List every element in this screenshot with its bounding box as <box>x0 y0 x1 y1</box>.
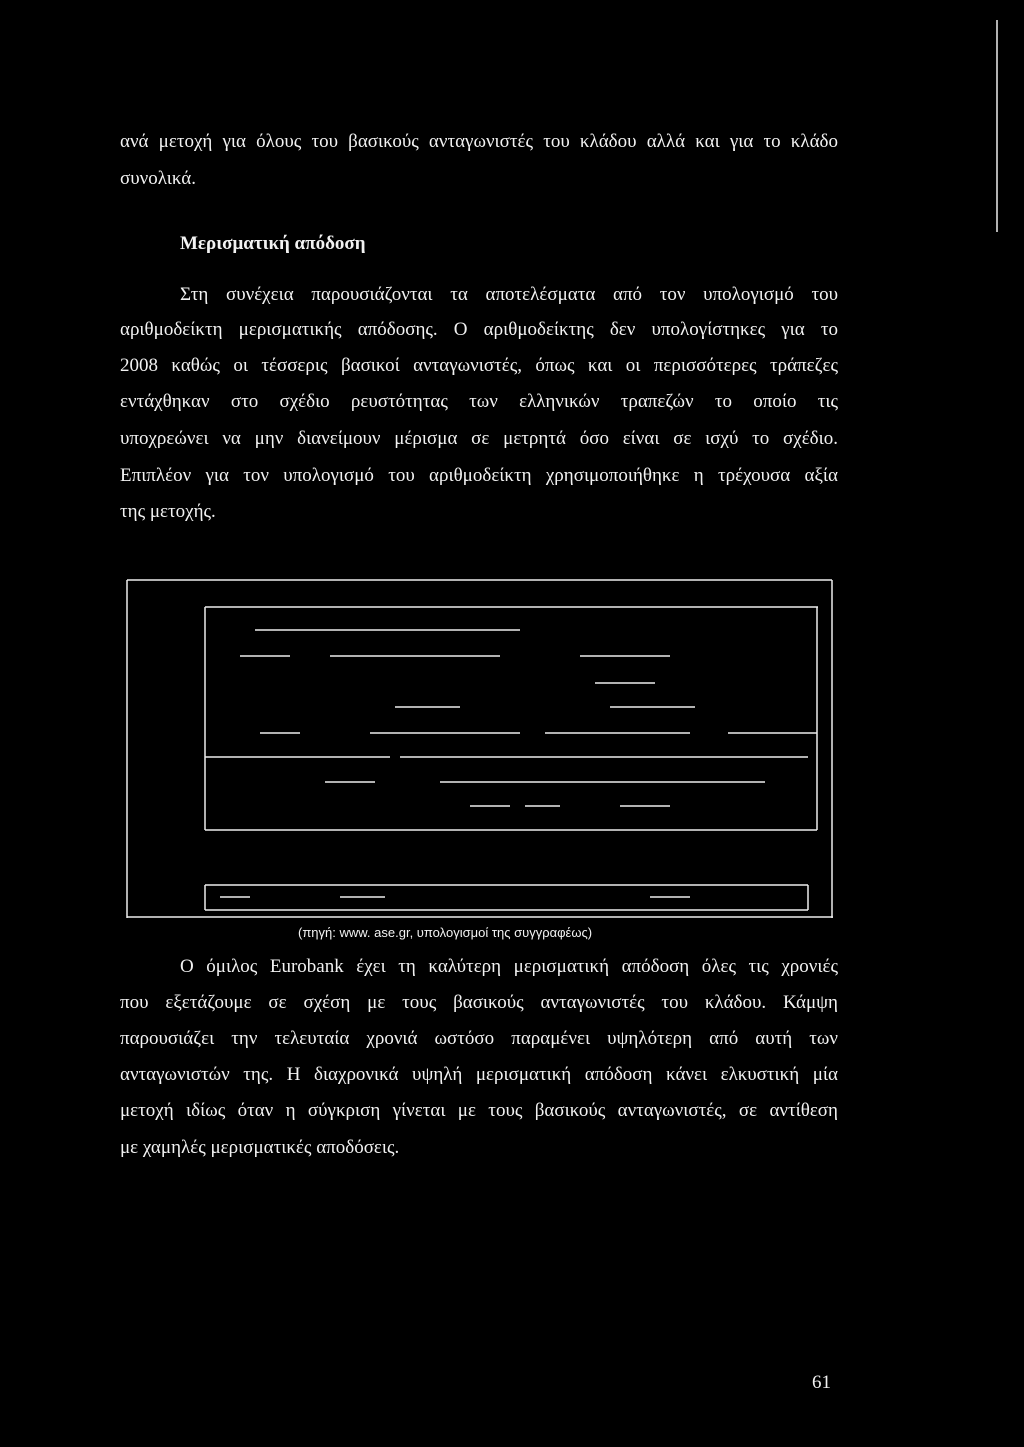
figure-caption: (πηγή: www. ase.gr, υπολογισμοί της συγγραφέως) <box>298 925 593 940</box>
body-text-line: παρουσιάζει την τελευταία χρονιά ωστόσο παραμένει υψηλότερη από αυτή των <box>120 1028 838 1049</box>
section-heading: Μερισματική απόδοση <box>180 233 366 254</box>
body-text-line: υποχρεώνει να μην διανείμουν μέρισμα σε μετρητά όσο είναι σε ισχύ το σχέδιο. <box>120 428 838 449</box>
body-text-line: Στη συνέχεια παρουσιάζονται τα αποτελέσματα από τον υπολογισμό του <box>180 284 838 305</box>
body-text-line: της μετοχής. <box>120 501 216 522</box>
body-text-line: Επιπλέον για τον υπολογισμό του αριθμοδείκτη χρησιμοποιήθηκε η τρέχουσα αξία <box>120 465 838 486</box>
body-text-line: συνολικά. <box>120 168 196 189</box>
body-text-line: ανά μετοχή για όλους του βασικούς ανταγωνιστές του κλάδου αλλά και για το κλάδο <box>120 131 838 152</box>
body-text-line: που εξετάζουμε σε σχέση με τους βασικούς ανταγωνιστές του κλάδου. Κάμψη <box>120 992 838 1013</box>
body-text-line: εντάχθηκαν στο σχέδιο ρευστότητας των ελληνικών τραπεζών το οποίο τις <box>120 391 838 412</box>
page-number: 61 <box>812 1372 831 1393</box>
body-text-line: 2008 καθώς οι τέσσερις βασικοί ανταγωνιστές, όπως και οι περισσότερες τράπεζες <box>120 355 838 376</box>
body-text-line: αριθμοδείκτη μερισματικής απόδοσης. Ο αριθμοδείκτης δεν υπολογίστηκες για το <box>120 319 838 340</box>
body-text-line: Ο όμιλος Eurobank έχει τη καλύτερη μερισματική απόδοση όλες τις χρονιές <box>180 956 838 977</box>
body-text-line: μετοχή ιδίως όταν η σύγκριση γίνεται με τους βασικούς ανταγωνιστές, σε αντίθεση <box>120 1100 838 1121</box>
body-text-line: με χαμηλές μερισματικές αποδόσεις. <box>120 1137 400 1158</box>
body-text-line: ανταγωνιστών της. Η διαχρονικά υψηλή μερισματική απόδοση κάνει ελκυστική μία <box>120 1064 838 1085</box>
